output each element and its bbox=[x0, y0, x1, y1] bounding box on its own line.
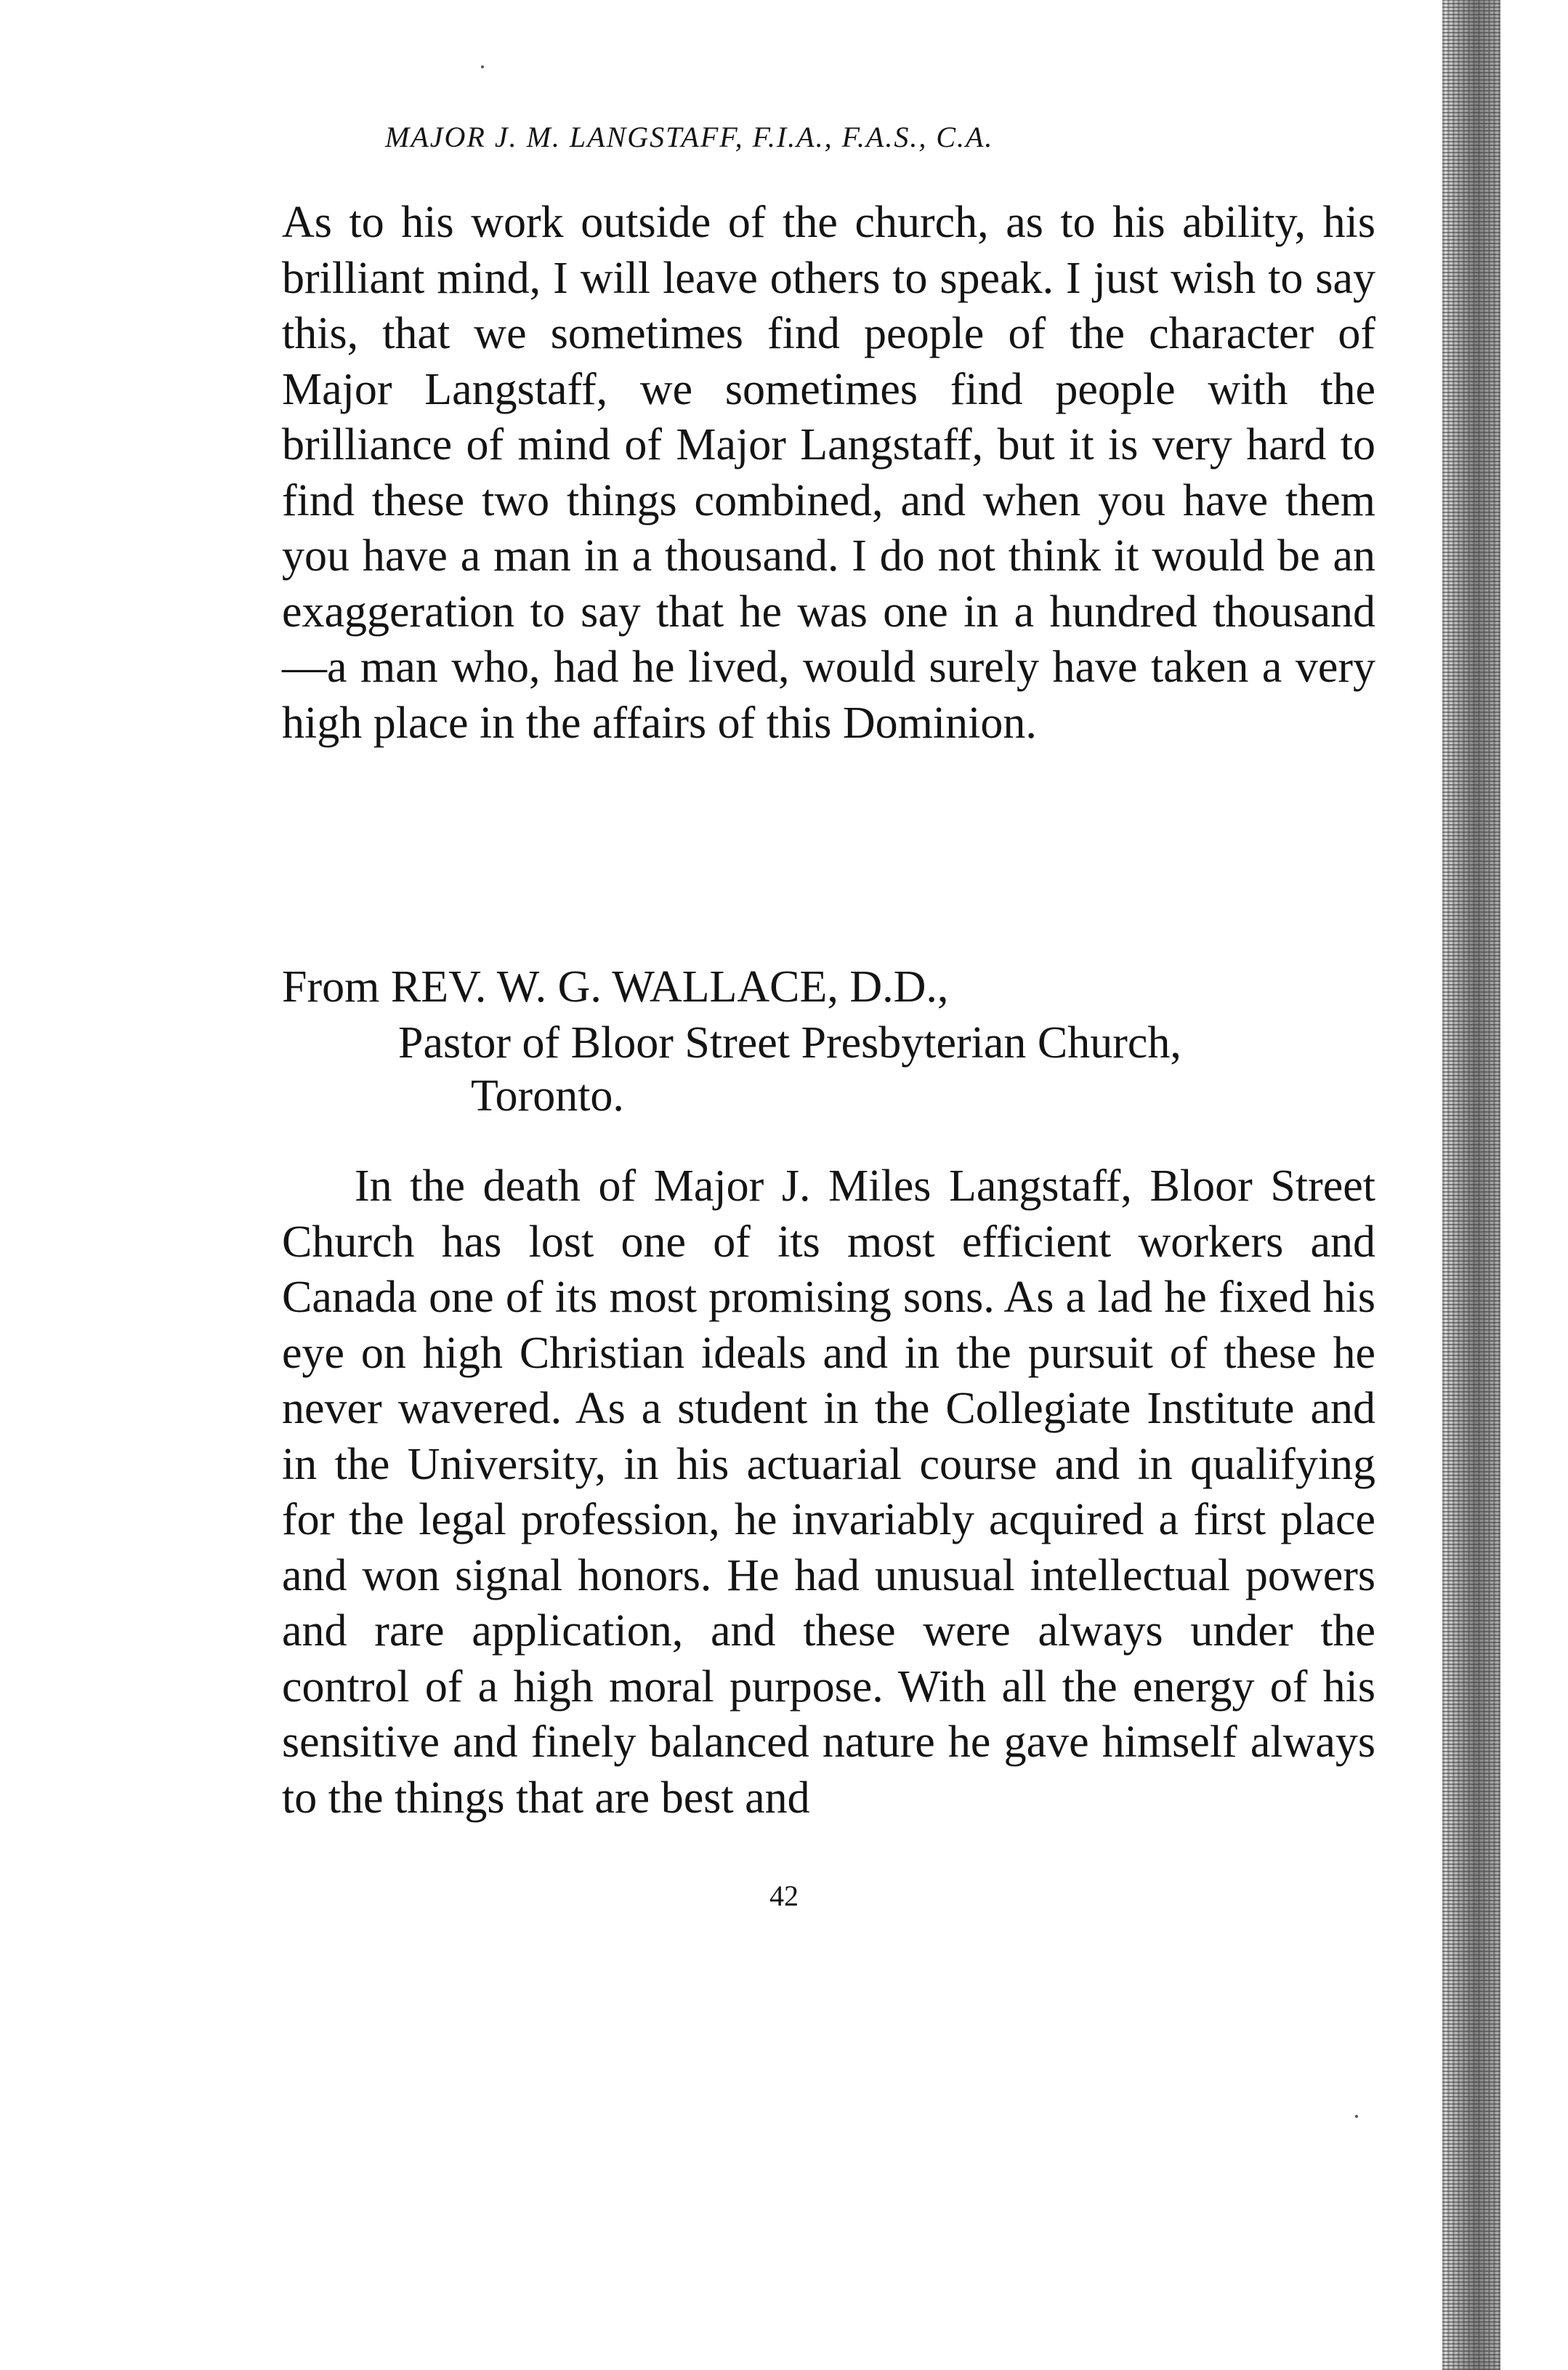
paragraph-2: In the death of Major J. Miles Langstaff, Bloor Street Church has lost one of its most efficient workers and Canada one of its most promising sons. As a lad he fixed his eye on high Christian ideals and in the pursuit of these he never wavered. As a student in the Collegiate Institute and in the University, in his actuarial course and in qualifying for the legal profession, he invariably acquired a first place and won signal honors. He had unusual intellectual powers and rare application, and these were always under the control of a high moral purpose. With all the energy of his sensitive and finely balanced nature he gave himself always to the things that are best and bbox=[282, 1161, 1375, 1823]
tribute-from-line: From REV. W. G. WALLACE, D.D., bbox=[282, 962, 949, 1012]
book-spine-shadow bbox=[1442, 0, 1500, 2370]
page-number: 42 bbox=[769, 1879, 799, 1912]
tribute-role-line: Pastor of Bloor Street Presbyterian Church, bbox=[398, 1018, 1181, 1068]
running-head: MAJOR J. M. LANGSTAFF, F.I.A., F.A.S., C.A. bbox=[385, 121, 994, 153]
paragraph-1: As to his work outside of the church, as to his ability, his brilliant mind, I will leave others to speak. I just wish to say this, that we sometimes find people of the character of Major Langstaff, we sometimes find people with the brilliance of mind of Major Langstaff, but it is very hard to find these two things combined, and when you have them you have a man in a thousand. I do not think it would be an exaggeration to say that he was one in a hundred thousand—a man who, had he lived, would surely have taken a very high place in the affairs of this Dominion. bbox=[282, 198, 1375, 748]
print-speck bbox=[481, 65, 484, 68]
print-speck bbox=[1355, 2115, 1358, 2118]
tribute-city-line: Toronto. bbox=[471, 1071, 624, 1121]
page-margin-edge bbox=[1500, 0, 1568, 2370]
